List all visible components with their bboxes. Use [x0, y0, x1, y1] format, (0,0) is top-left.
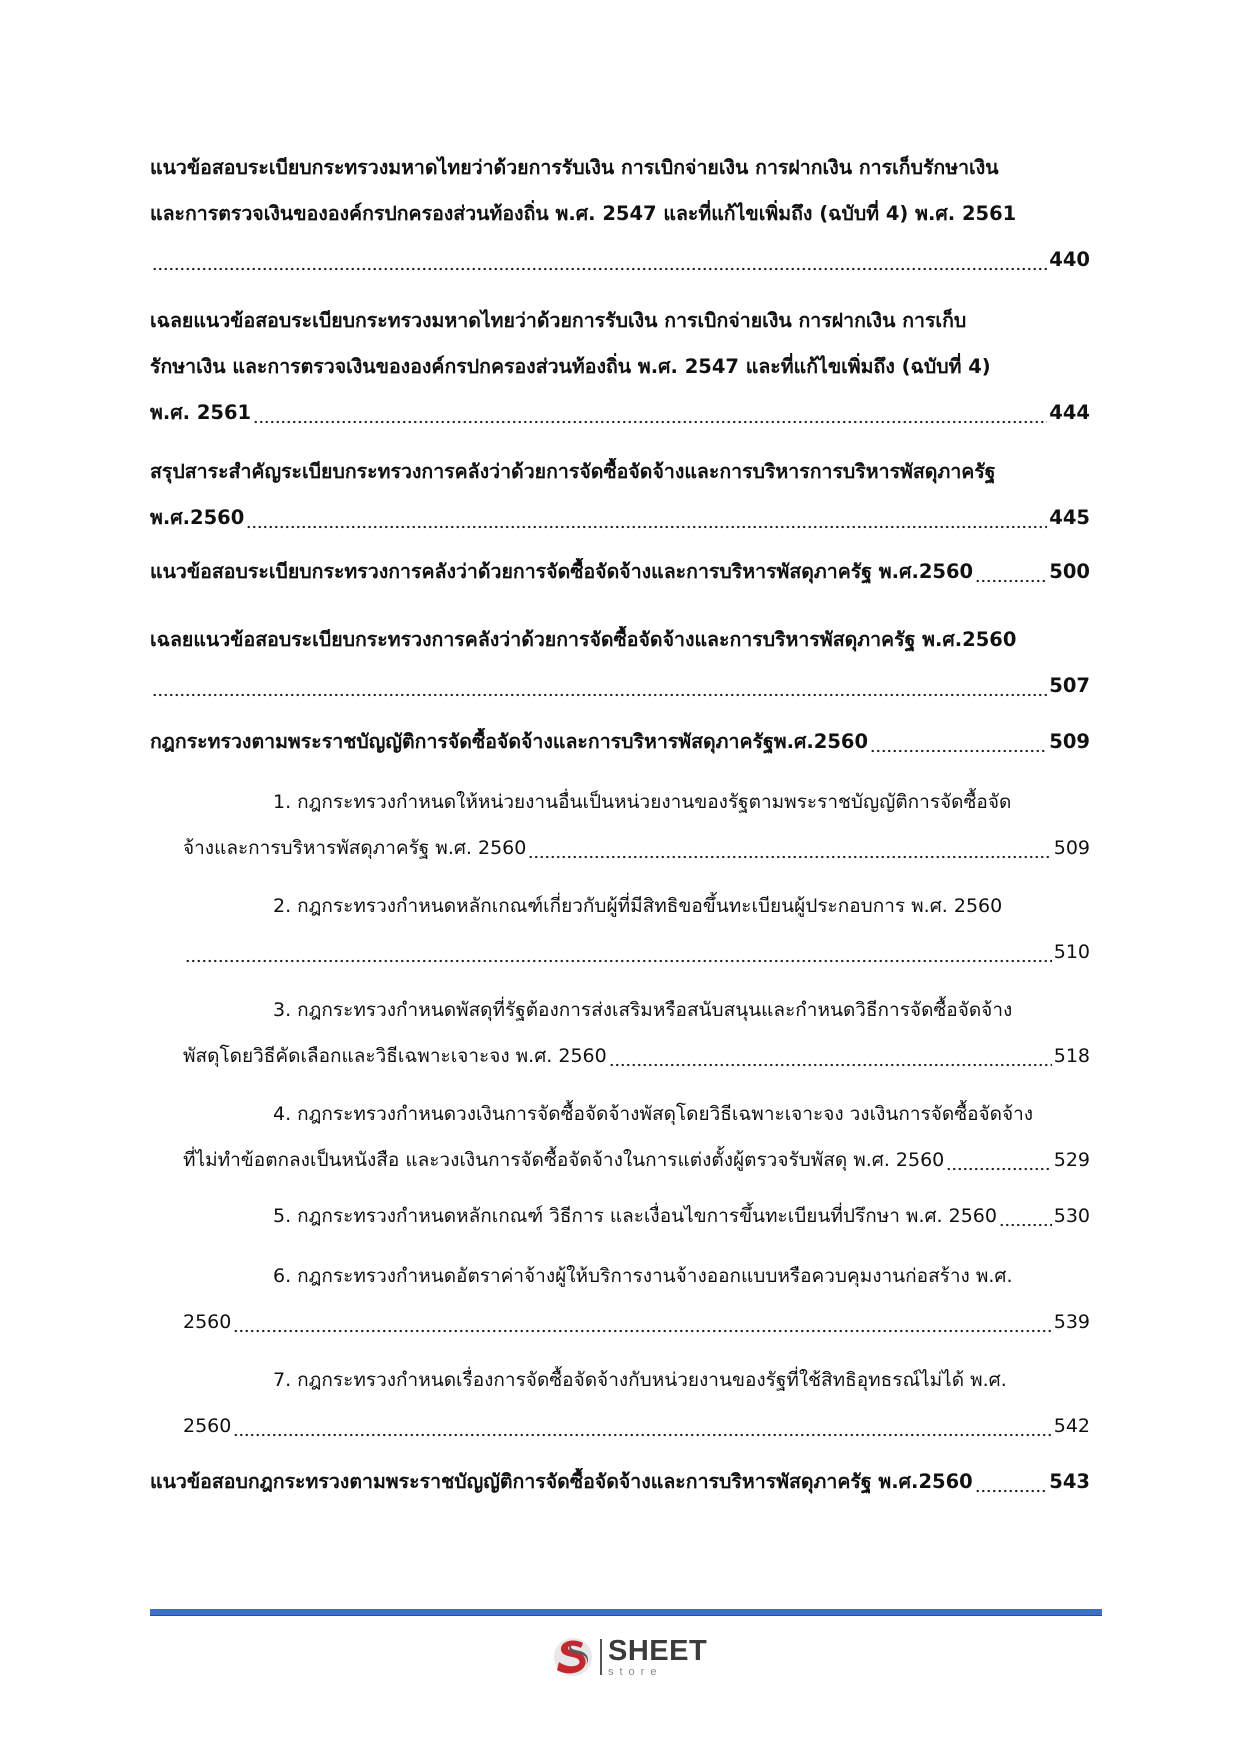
toc-entry-line: 2560 542	[183, 1400, 1090, 1440]
toc-entry-line: 2560 539	[183, 1296, 1090, 1336]
toc-page-number: 509	[1053, 837, 1090, 859]
toc-entry-line: 2. กฎกระทรวงกำหนดหลักเกณฑ์เกี่ยวกับผู้ที่มีสิทธิขอขึ้นทะเบียนผู้ประกอบการ พ.ศ. 2560	[273, 895, 1003, 917]
dot-leader	[975, 1468, 1048, 1496]
dot-leader	[609, 1042, 1052, 1070]
toc-entry-line: 4. กฎกระทรวงกำหนดวงเงินการจัดซื้อจัดจ้างพัสดุโดยวิธีเฉพาะเจาะจง วงเงินการจัดซื้อจัดจ้าง	[273, 1103, 1034, 1125]
toc-page-number: 445	[1049, 506, 1090, 529]
toc-page-number: 543	[1049, 1470, 1090, 1493]
logo-separator	[600, 1639, 602, 1675]
dot-leader	[946, 1146, 1051, 1174]
dot-leader	[253, 399, 1047, 427]
dot-leader	[528, 834, 1051, 862]
toc-entry-line: และการตรวจเงินขององค์กรปกครองส่วนท้องถิ่น พ.ศ. 2547 และที่แก้ไขเพิ่มถึง (ฉบับที่ 4) พ.ศ. 2561	[150, 202, 1017, 225]
toc-page-number: 440	[1049, 248, 1090, 271]
dot-leader	[870, 728, 1047, 756]
footer-logo	[552, 1631, 707, 1683]
dot-leader	[999, 1202, 1052, 1230]
toc-entry-line: 3. กฎกระทรวงกำหนดพัสดุที่รัฐต้องการส่งเสริมหรือสนับสนุนและกำหนดวิธีการจัดซื้อจัดจ้าง	[273, 999, 1013, 1021]
dot-leader	[233, 1308, 1051, 1336]
dot-leader	[233, 1412, 1051, 1440]
toc-entry-line: แนวข้อสอบระเบียบกระทรวงมหาดไทยว่าด้วยการรับเงิน การเบิกจ่ายเงิน การฝากเงิน การเก็บรักษาเงิน	[150, 156, 999, 179]
dot-leader	[152, 246, 1047, 274]
toc-entry-line: เฉลยแนวข้อสอบระเบียบกระทรวงมหาดไทยว่าด้วยการรับเงิน การเบิกจ่ายเงิน การฝากเงิน การเก็บ	[150, 309, 967, 332]
toc-entry-line: 5. กฎกระทรวงกำหนดหลักเกณฑ์ วิธีการ และเงื่อนไขการขึ้นทะเบียนที่ปรึกษา พ.ศ. 2560 530	[183, 1190, 1090, 1230]
dot-leader	[975, 558, 1047, 586]
toc-entry-line: พ.ศ.2560 445	[150, 492, 1090, 532]
toc-entry-line: สรุปสาระสำคัญระเบียบกระทรวงการคลังว่าด้วยการจัดซื้อจัดจ้างและการบริหารการบริหารพัสดุภาครัฐ	[150, 460, 996, 483]
toc-page-number: 542	[1053, 1415, 1090, 1437]
sheet-store-s-logo-icon	[552, 1634, 592, 1680]
toc-entry-line	[150, 660, 1090, 700]
toc-entry-line: กฎกระทรวงตามพระราชบัญญัติการจัดซื้อจัดจ้างและการบริหารพัสดุภาครัฐพ.ศ.2560 509	[150, 716, 1090, 756]
logo-main-text: SHEET	[608, 1634, 708, 1667]
toc-entry-line: รักษาเงิน และการตรวจเงินขององค์กรปกครองส่วนท้องถิ่น พ.ศ. 2547 และที่แก้ไขเพิ่มถึง (ฉบับที่ 4)	[150, 355, 991, 378]
toc-page-number: 507	[1049, 674, 1090, 697]
toc-entry-line: 6. กฎกระทรวงกำหนดอัตราค่าจ้างผู้ให้บริการงานจ้างออกแบบหรือควบคุมงานก่อสร้าง พ.ศ.	[273, 1265, 1013, 1287]
dot-leader	[246, 504, 1047, 532]
logo-sub-text: store	[608, 1665, 663, 1678]
toc-page-number: 539	[1053, 1311, 1090, 1333]
toc-entry-line: พัสดุโดยวิธีคัดเลือกและวิธีเฉพาะเจาะจง พ.ศ. 2560 518	[183, 1030, 1090, 1070]
toc-entry-line: จ้างและการบริหารพัสดุภาครัฐ พ.ศ. 2560 509	[183, 822, 1090, 862]
toc-page-number: 509	[1049, 730, 1090, 753]
toc-entry-line: เฉลยแนวข้อสอบระเบียบกระทรวงการคลังว่าด้วยการจัดซื้อจัดจ้างและการบริหารพัสดุภาครัฐ พ.ศ.2560	[150, 628, 1017, 651]
toc-entry-line: ที่ไม่ทำข้อตกลงเป็นหนังสือ และวงเงินการจัดซื้อจัดจ้างในการแต่งตั้งผู้ตรวจรับพัสดุ พ.ศ. 2560 529	[183, 1134, 1090, 1174]
footer-rule	[150, 1609, 1102, 1616]
toc-page-number: 510	[1053, 941, 1090, 963]
toc-entry-line	[150, 234, 1090, 274]
toc-entry-line: แนวข้อสอบระเบียบกระทรวงการคลังว่าด้วยการจัดซื้อจัดจ้างและการบริหารพัสดุภาครัฐ พ.ศ.2560 500	[150, 546, 1090, 586]
logo-wordmark	[608, 1634, 708, 1678]
toc-page-number: 530	[1053, 1205, 1090, 1227]
toc-entry-line: แนวข้อสอบกฎกระทรวงตามพระราชบัญญัติการจัดซื้อจัดจ้างและการบริหารพัสดุภาครัฐ พ.ศ.2560 543	[150, 1456, 1090, 1496]
toc-entry-line	[183, 926, 1090, 966]
toc-page-number: 518	[1053, 1045, 1090, 1067]
toc-entry-line: พ.ศ. 2561 444	[150, 387, 1090, 427]
toc-page-number: 500	[1049, 560, 1090, 583]
toc-entry-line: 1. กฎกระทรวงกำหนดให้หน่วยงานอื่นเป็นหน่วยงานของรัฐตามพระราชบัญญัติการจัดซื้อจัด	[273, 791, 1012, 813]
toc-page-number: 444	[1049, 401, 1090, 424]
toc-page-number: 529	[1053, 1149, 1090, 1171]
dot-leader	[152, 672, 1047, 700]
dot-leader	[185, 938, 1052, 966]
toc-entry-line: 7. กฎกระทรวงกำหนดเรื่องการจัดซื้อจัดจ้างกับหน่วยงานของรัฐที่ใช้สิทธิอุทธรณ์ไม่ได้ พ.ศ.	[273, 1369, 1007, 1391]
